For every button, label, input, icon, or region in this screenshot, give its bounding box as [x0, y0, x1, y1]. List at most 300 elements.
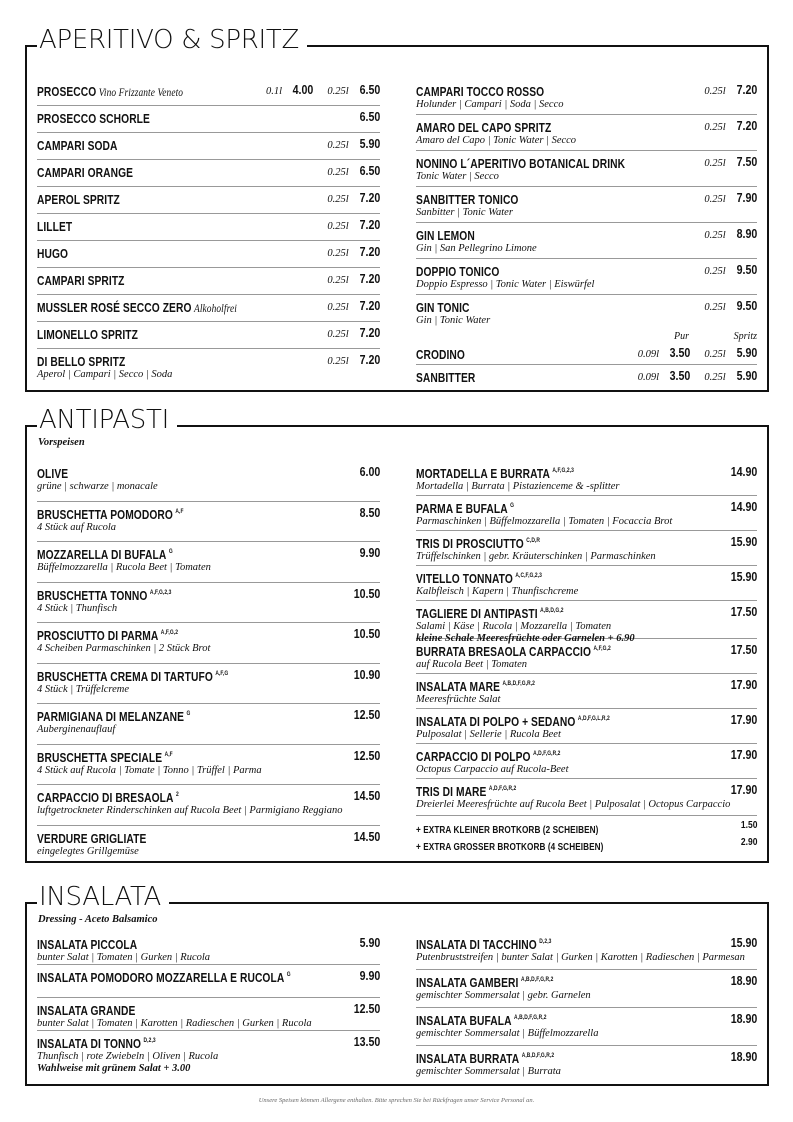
- menu-item: [416, 566, 757, 601]
- menu-item-title: INSALATA PICCOLA: [37, 938, 138, 952]
- menu-item-description: Meeresfrüchte Salat: [416, 694, 501, 705]
- menu-item-description: Kalbfleisch | Kapern | Thunfischcreme: [416, 586, 579, 597]
- menu-item: [37, 502, 380, 543]
- allergen-codes: G: [510, 503, 515, 509]
- volume-label: 0.25l: [704, 86, 726, 97]
- menu-item: [37, 826, 380, 867]
- volume-label: 0.25l: [327, 356, 349, 367]
- menu-item-name: [37, 328, 138, 342]
- menu-item-name: [416, 680, 535, 694]
- menu-item-title: BRUSCHETTA POMODORO: [37, 507, 173, 522]
- menu-item-title: TRIS DI PROSCIUTTO: [416, 537, 524, 551]
- price-value: 3.50: [669, 369, 691, 383]
- menu-item: [416, 223, 757, 259]
- allergen-codes: A,B,D,F,G,R,2: [514, 1015, 547, 1021]
- price-column-header: [416, 331, 757, 342]
- volume-label: 0.25l: [327, 329, 349, 340]
- menu-item-description: 4 Stück | Thunfisch: [37, 602, 118, 614]
- menu-item-name: [416, 1014, 547, 1028]
- menu-item: [416, 709, 757, 744]
- menu-item-prices: [726, 570, 757, 584]
- menu-item-description: Gin | Tonic Water: [416, 315, 491, 326]
- menu-item-prices: [327, 191, 380, 205]
- menu-item-title: CAMPARI SODA: [37, 139, 118, 153]
- price-value: 7.20: [359, 299, 380, 313]
- allergen-codes: A,B,D,F,G,R,2: [520, 977, 554, 983]
- menu-item-name: [37, 938, 137, 952]
- menu-item-description: Aperol | Campari | Secco | Soda: [37, 369, 173, 380]
- menu-item-prices: [327, 326, 380, 340]
- price-value: 5.90: [359, 137, 380, 151]
- menu-item-name: [416, 371, 475, 385]
- menu-item-name: [416, 85, 544, 99]
- menu-item-prices: [726, 713, 757, 727]
- menu-item: [37, 623, 380, 664]
- menu-item-prices: [726, 465, 757, 479]
- menu-item: [416, 115, 757, 151]
- menu-item-name: [416, 229, 475, 243]
- menu-item-note: Vino Frizzante Veneto: [98, 87, 184, 99]
- menu-item: [416, 365, 757, 388]
- header-spritz: Spritz: [733, 331, 757, 342]
- price-value: 18.90: [730, 974, 757, 988]
- menu-item-note: Alkoholfrei: [193, 303, 237, 315]
- volume-label: 0.25l: [327, 86, 349, 97]
- price-value: 1.50: [740, 820, 757, 831]
- menu-item-description: Parmaschinken | Büffelmozzarella | Tomaten | Focaccia Brot: [416, 516, 673, 527]
- menu-item-name: [416, 938, 551, 952]
- menu-item-prices: [327, 272, 380, 286]
- allergen-codes: C,D,R: [526, 538, 541, 544]
- menu-item: [416, 151, 757, 187]
- menu-item-name: [416, 1052, 554, 1066]
- price-value: 9.50: [736, 263, 757, 277]
- menu-item-name: [37, 112, 150, 126]
- price-value: 5.90: [736, 369, 757, 383]
- menu-item-prices: [349, 749, 380, 763]
- menu-item: [37, 932, 380, 965]
- menu-item-prices: [349, 587, 380, 601]
- price-value: 13.50: [353, 1035, 380, 1049]
- menu-item-name: [37, 355, 125, 369]
- price-value: 7.90: [736, 191, 757, 205]
- menu-item-title: GIN TONIC: [416, 301, 470, 315]
- menu-item-description: 4 Stück | Trüffelcreme: [37, 683, 130, 695]
- menu-item-name: [37, 301, 237, 315]
- volume-label: 0.25l: [704, 122, 726, 133]
- menu-item-prices: [704, 191, 757, 205]
- allergen-codes: A,F,G: [215, 670, 229, 677]
- menu-item-name: [37, 467, 68, 481]
- menu-item-title: CAMPARI SPRITZ: [37, 274, 125, 288]
- menu-item: [37, 214, 380, 241]
- price-value: 10.50: [353, 586, 380, 601]
- menu-item-title: INSALATA BURRATA: [416, 1052, 520, 1066]
- menu-item-name: [37, 220, 72, 234]
- volume-label: 0.25l: [327, 221, 349, 232]
- menu-item: [37, 704, 380, 745]
- menu-item-title: SANBITTER: [416, 371, 476, 385]
- menu-item-description: Büffelmozzarella | Rucola Beet | Tomaten: [37, 562, 211, 573]
- menu-item-prices: [704, 299, 757, 313]
- price-value: 18.90: [730, 1012, 757, 1026]
- price-value: 14.50: [353, 789, 380, 803]
- volume-label: 0.25l: [327, 302, 349, 313]
- menu-item-name: [416, 572, 542, 586]
- menu-item-prices: [327, 137, 380, 151]
- allergen-footer-note: Unsere Speisen können Allergene enthalten. Bitte sprechen Sie bei Rückfragen unser Service Personal an.: [258, 1097, 535, 1104]
- menu-item-prices: [327, 353, 380, 367]
- menu-item-description: Thunfisch | rote Zwiebeln | Oliven | Rucola: [37, 1051, 219, 1062]
- menu-item-description: 4 Stück auf Rucola | Tomate | Tonno | Trüffel | Parma: [37, 764, 262, 776]
- menu-item-name: [37, 274, 125, 288]
- menu-item-title: CAMPARI TOCCO ROSSO: [416, 85, 545, 99]
- menu-item: [416, 779, 757, 816]
- menu-item-name: [416, 785, 516, 799]
- menu-item-name: [416, 715, 610, 729]
- menu-item: [37, 583, 380, 624]
- allergen-codes: A,F,G,2,3: [149, 589, 172, 596]
- menu-item-prices: [349, 1035, 380, 1049]
- allergen-codes: 2: [175, 792, 179, 798]
- menu-item-description: Mortadella | Burrata | Pistazienceme & -splitter: [416, 481, 620, 492]
- menu-item: [416, 601, 757, 644]
- allergen-codes: A,D,F,G,R,2: [488, 786, 517, 792]
- menu-item-description: grüne | schwarze | monacale: [37, 481, 158, 492]
- menu-item-prices: [726, 500, 757, 514]
- allergen-codes: D,2,3: [539, 939, 552, 945]
- menu-item-name: [37, 85, 183, 99]
- menu-item-prices: [726, 605, 757, 619]
- menu-item-prices: [638, 346, 757, 360]
- price-value: 9.90: [359, 969, 380, 983]
- menu-item-name: [37, 710, 190, 724]
- price-value: 6.50: [359, 110, 380, 124]
- price-value: 6.50: [359, 83, 380, 97]
- menu-item-prices: [726, 678, 757, 692]
- menu-item-prices: [349, 668, 380, 682]
- menu-item: [416, 816, 757, 836]
- menu-item-title: BRUSCHETTA TONNO: [37, 588, 148, 603]
- price-value: 7.20: [359, 326, 380, 340]
- menu-item-name: [37, 589, 171, 603]
- menu-item: [37, 241, 380, 268]
- menu-item-title: MUSSLER ROSÉ SECCO ZERO: [37, 301, 192, 315]
- allergen-codes: A,F,G,2: [160, 630, 179, 636]
- menu-item-description: gemischter Sommersalat | gebr. Garnelen: [416, 990, 591, 1001]
- menu-item: [37, 664, 380, 705]
- menu-item-title: GIN LEMON: [416, 229, 475, 243]
- menu-item-name: [416, 607, 564, 621]
- price-value: 14.50: [353, 829, 380, 844]
- allergen-codes: G: [168, 549, 173, 555]
- price-value: 17.90: [730, 783, 757, 797]
- menu-item-name: [37, 971, 291, 985]
- menu-item: [37, 745, 380, 786]
- menu-item-name: [37, 670, 228, 684]
- price-value: 7.20: [736, 119, 757, 133]
- menu-item-title: INSALATA DI TACCHINO: [416, 938, 537, 952]
- price-value: 12.50: [353, 748, 380, 763]
- price-value: 7.20: [359, 272, 380, 286]
- menu-item-prices: [356, 969, 380, 983]
- volume-label: 0.25l: [704, 302, 726, 313]
- volume-label: 0.25l: [327, 167, 349, 178]
- menu-item-name: [37, 193, 120, 207]
- insalata-title: INSALATA: [37, 882, 169, 912]
- menu-item-title: MORTADELLA E BURRATA: [416, 467, 550, 481]
- menu-item-prices: [356, 936, 380, 950]
- menu-item: [37, 785, 380, 826]
- menu-item-description: Dreierlei Meeresfrüchte auf Rucola Beet | Pulposalat | Octopus Carpaccio: [416, 799, 731, 810]
- menu-item-prices: [327, 299, 380, 313]
- price-value: 4.00: [292, 83, 314, 97]
- volume-label: 0.25l: [704, 266, 726, 277]
- menu-item-name: [37, 139, 118, 153]
- menu-item-name: [416, 467, 574, 481]
- menu-item-prices: [738, 837, 757, 848]
- menu-item-title: INSALATA GAMBERI: [416, 976, 519, 990]
- menu-item-title: INSALATA DI TONNO: [37, 1037, 142, 1051]
- menu-item-prices: [356, 546, 380, 560]
- menu-item-title: INSALATA GRANDE: [37, 1004, 136, 1018]
- menu-item-title: PARMIGIANA DI MELANZANE: [37, 710, 185, 724]
- aperitivo-title: APERITIVO & SPRITZ: [37, 25, 307, 55]
- header-pur: Pur: [674, 331, 689, 342]
- volume-label: 0.25l: [704, 372, 726, 383]
- allergen-codes: A,F,G,2,3: [552, 468, 574, 474]
- menu-item-title: BRUSCHETTA CREMA DI TARTUFO: [37, 669, 213, 684]
- insalata-section: [25, 882, 769, 1086]
- menu-item-prices: [726, 783, 757, 797]
- antipasti-left-column: [37, 461, 380, 866]
- menu-item-title: VERDURE GRIGLIATE: [37, 831, 147, 846]
- volume-label: 0.09l: [637, 349, 660, 360]
- allergen-codes: G: [286, 972, 291, 978]
- price-value: 5.90: [359, 936, 380, 950]
- menu-item: [37, 998, 380, 1031]
- volume-label: 0.25l: [327, 140, 349, 151]
- antipasti-subtitle: Vorspeisen: [38, 437, 85, 448]
- volume-label: 0.25l: [704, 158, 726, 169]
- menu-item-name: [416, 157, 625, 171]
- price-value: 17.90: [730, 678, 757, 692]
- menu-item-description: Octopus Carpaccio auf Rucola-Beet: [416, 764, 569, 775]
- menu-item-title: CARPACCIO DI POLPO: [416, 750, 531, 764]
- menu-item: [416, 1046, 757, 1084]
- menu-item-name: [416, 348, 465, 362]
- menu-item-name: [37, 166, 133, 180]
- menu-item-name: [37, 1037, 156, 1051]
- price-value: 17.50: [730, 605, 757, 619]
- menu-item-title: INSALATA DI POLPO + SEDANO: [416, 715, 576, 729]
- menu-item: [416, 639, 757, 674]
- allergen-codes: A,F: [164, 751, 173, 758]
- menu-item-title: OLIVE: [37, 467, 69, 481]
- menu-item: [416, 295, 757, 331]
- menu-item-prices: [704, 155, 757, 169]
- menu-item-description: bunter Salat | Tomaten | Karotten | Radieschen | Gurken | Rucola: [37, 1018, 312, 1029]
- menu-item-prices: [327, 164, 380, 178]
- menu-item-description: Salami | Käse | Rucola | Mozzarella | Tomaten: [416, 621, 612, 632]
- price-value: 3.50: [669, 346, 691, 360]
- menu-item-prices: [726, 974, 757, 988]
- menu-item-title: LIMONELLO SPRITZ: [37, 328, 138, 342]
- menu-item-name: [416, 537, 540, 551]
- aperitivo-section: [25, 25, 769, 392]
- menu-item-title: CAMPARI ORANGE: [37, 166, 134, 180]
- price-value: 17.90: [730, 748, 757, 762]
- allergen-codes: A,F: [175, 508, 184, 515]
- menu-item-prices: [704, 263, 757, 277]
- insalata-right-column: [416, 932, 757, 1084]
- menu-item-prices: [704, 227, 757, 241]
- aperitivo-left-column: [37, 79, 380, 382]
- menu-item: [37, 106, 380, 133]
- allergen-codes: A,C,F,G,2,3: [515, 573, 542, 579]
- menu-item: [416, 259, 757, 295]
- menu-item-name: [416, 301, 470, 315]
- menu-item-prices: [356, 110, 380, 124]
- menu-item: [37, 965, 380, 998]
- menu-item: [416, 932, 757, 970]
- menu-item-name: [416, 976, 553, 990]
- menu-item-name: [37, 832, 146, 846]
- antipasti-title: ANTIPASTI: [37, 405, 177, 435]
- allergen-codes: A,B,D,F,G,R,2: [521, 1053, 555, 1059]
- menu-item-title: PARMA E BUFALA: [416, 502, 508, 516]
- menu-item-description: 4 Scheiben Parmaschinken | 2 Stück Brot: [37, 643, 211, 654]
- menu-item: [416, 674, 757, 709]
- menu-item: [37, 268, 380, 295]
- menu-item-description: Holunder | Campari | Soda | Secco: [416, 99, 564, 110]
- menu-item: [416, 342, 757, 365]
- menu-item-prices: [349, 789, 380, 803]
- menu-item-title: CARPACCIO DI BRESAOLA: [37, 791, 174, 805]
- price-value: 6.50: [359, 164, 380, 178]
- menu-item-prices: [356, 465, 380, 479]
- menu-item-title: INSALATA POMODORO MOZZARELLA E RUCOLA: [37, 971, 285, 985]
- price-value: 14.90: [730, 500, 757, 514]
- menu-item-name: [416, 265, 499, 279]
- menu-item-title: DOPPIO TONICO: [416, 265, 500, 279]
- menu-item-description: Auberginenauflauf: [37, 724, 116, 735]
- allergen-codes: A,B,D,F,G,R,2: [502, 681, 535, 687]
- menu-item-name: [37, 751, 173, 765]
- price-value: 12.50: [353, 708, 380, 722]
- menu-item-name: [416, 842, 603, 853]
- menu-item-name: [37, 791, 179, 805]
- price-value: 8.50: [359, 505, 380, 520]
- menu-item: [416, 496, 757, 531]
- price-value: 15.90: [730, 570, 757, 584]
- menu-item: [416, 187, 757, 223]
- menu-item-prices: [266, 83, 380, 97]
- menu-item: [416, 833, 757, 853]
- menu-item: [416, 79, 757, 115]
- price-value: 15.90: [730, 535, 757, 549]
- menu-item-prices: [638, 369, 757, 383]
- menu-item-prices: [349, 830, 380, 844]
- menu-item-name: [416, 121, 551, 135]
- price-value: 7.20: [359, 353, 380, 367]
- menu-item: [37, 295, 380, 322]
- menu-item-description: Doppio Espresso | Tonic Water | Eiswürfel: [416, 279, 595, 290]
- menu-item-description: 4 Stück auf Rucola: [37, 521, 117, 533]
- menu-item-prices: [704, 83, 757, 97]
- menu-item-name: [37, 508, 184, 522]
- price-value: 7.20: [359, 191, 380, 205]
- volume-label: 0.25l: [327, 248, 349, 259]
- price-value: 9.50: [736, 299, 757, 313]
- insalata-left-column: [37, 932, 380, 1073]
- menu-item-title: HUGO: [37, 247, 69, 261]
- menu-item: [37, 160, 380, 187]
- price-value: 9.90: [359, 546, 380, 560]
- price-value: 6.00: [359, 465, 380, 479]
- menu-item-prices: [726, 748, 757, 762]
- allergen-codes: A,D,F,G,R,2: [533, 751, 561, 757]
- menu-item-title: SANBITTER TONICO: [416, 193, 519, 207]
- menu-item-description: Amaro del Capo | Tonic Water | Secco: [416, 135, 577, 146]
- antipasti-section: [25, 405, 769, 863]
- menu-item: [416, 531, 757, 566]
- menu-item-prices: [349, 708, 380, 722]
- menu-item-name: [416, 750, 561, 764]
- menu-item-prices: [726, 1012, 757, 1026]
- menu-item-title: + EXTRA KLEINER BROTKORB (2 SCHEIBEN): [416, 825, 599, 836]
- menu-item-title: PROSECCO: [37, 85, 97, 99]
- menu-item-title: AMARO DEL CAPO SPRITZ: [416, 121, 552, 135]
- menu-item: [37, 79, 380, 106]
- menu-item: [416, 744, 757, 779]
- allergen-codes: D,2,3: [143, 1038, 156, 1044]
- price-value: 14.90: [730, 465, 757, 479]
- volume-label: 0.1l: [265, 86, 283, 97]
- menu-item-description: Pulposalat | Sellerie | Rucola Beet: [416, 729, 561, 740]
- menu-item: [37, 133, 380, 160]
- menu-item: [37, 542, 380, 583]
- menu-item-title: TAGLIERE DI ANTIPASTI: [416, 607, 538, 621]
- price-value: 18.90: [730, 1050, 757, 1064]
- price-value: 10.50: [353, 627, 380, 641]
- menu-item: [37, 322, 380, 349]
- allergen-codes: A,F,G,2: [593, 646, 611, 652]
- menu-item-description: gemischter Sommersalat | Büffelmozzarella: [416, 1028, 599, 1039]
- menu-item-title: APEROL SPRITZ: [37, 193, 120, 207]
- menu-item-description: auf Rucola Beet | Tomaten: [416, 659, 527, 670]
- menu-item-prices: [327, 245, 380, 259]
- antipasti-right-column: [416, 461, 757, 853]
- menu-item-name: [416, 502, 514, 516]
- menu-item-title: PROSCIUTTO DI PARMA: [37, 629, 159, 643]
- menu-item: [37, 349, 380, 382]
- menu-item-prices: [704, 119, 757, 133]
- menu-item-prices: [327, 218, 380, 232]
- menu-item-prices: [349, 1002, 380, 1016]
- menu-item-prices: [726, 643, 757, 657]
- menu-item-prices: [349, 627, 380, 641]
- menu-item-title: BURRATA BRESAOLA CARPACCIO: [416, 645, 592, 659]
- menu-item-prices: [726, 1050, 757, 1064]
- insalata-subtitle: Dressing - Aceto Balsamico: [38, 914, 158, 925]
- price-value: 7.20: [736, 83, 757, 97]
- aperitivo-right-column: [416, 79, 757, 388]
- volume-label: 0.25l: [704, 230, 726, 241]
- allergen-codes: A,D,F,G,L,R,2: [577, 716, 610, 722]
- allergen-codes: G: [186, 711, 191, 717]
- menu-item-title: INSALATA BUFALA: [416, 1014, 512, 1028]
